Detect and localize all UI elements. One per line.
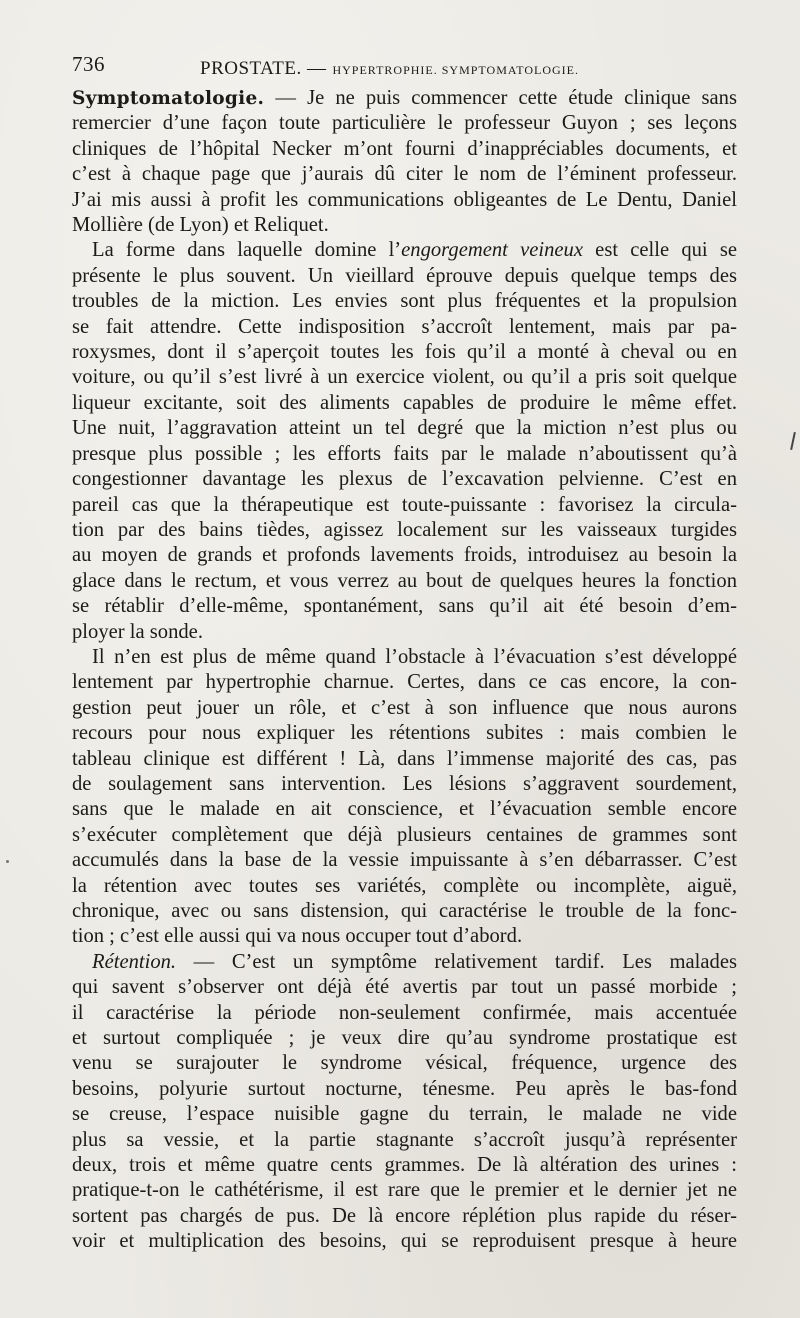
body-text [72,86,737,1255]
running-title [200,58,579,80]
running-head [72,52,742,82]
text-run: est celle qui se [582,239,737,262]
text-line [72,594,737,619]
text-line [72,823,737,848]
text-run: se rétablir d’elle-même, spontanément, sans qu’il ait été besoin d’em- [72,595,737,618]
running-title-dash: — [306,58,327,79]
text-line [72,797,737,822]
text-run: de soulagement sans intervention. Les lésions s’aggravent sourdement, [72,772,737,795]
text-run: — C’est un symptôme relativement tardif. Les malades [176,950,737,973]
text-line [72,264,737,289]
text-run: La forme dans laquelle domine l’ [92,239,402,262]
italic-text: engorgement veineux [401,239,583,262]
text-run: se fait attendre. Cette indisposition s’accroît lentement, mais par pa- [72,315,737,338]
text-line [72,543,737,568]
text-run: chronique, avec ou sans distension, qui caractérise le trouble de la fonc- [72,900,737,922]
text-run: presque plus possible ; les efforts faits par le malade n’aboutissent qu’à [72,442,737,465]
text-run: plus sa vessie, et la partie stagnante s’accroît jusqu’à représenter [72,1128,737,1151]
text-line [72,747,737,772]
text-line [72,721,737,746]
text-run: recours pour nous expliquer les rétentions subites : mais combien le [72,722,737,745]
margin-mark [790,432,796,450]
paragraph [72,86,737,238]
paragraph [72,238,737,645]
text-run: liqueur excitante, soit des aliments capables de produire le même effet. [72,391,737,414]
text-line [72,1026,737,1051]
text-line [72,1051,737,1076]
text-line [72,1102,737,1127]
text-line [72,645,737,670]
text-run: cliniques de l’hôpital Necker m’ont fourni d’inappréciables documents, et [72,137,737,160]
text-line [72,1229,737,1254]
text-run: il caractérise la période non-seulement confirmée, mais accentuée [72,1001,737,1024]
text-line [72,391,737,416]
text-run: accumulés dans la base de la vessie impuissante à s’en débarrasser. C’est [72,849,737,872]
text-run: la rétention avec toutes ses variétés, complète ou incomplète, aiguë, [72,874,737,897]
text-line [72,696,737,721]
text-run: pareil cas que la thérapeutique est toute-puissante : favorisez la circula- [72,493,737,516]
text-line [72,493,737,518]
text-line [72,1077,737,1102]
text-line [72,289,737,314]
paragraph [72,950,737,1255]
text-line [72,848,737,873]
text-run: tion par des bains tièdes, agissez localement sur les vaisseaux turgides [72,518,737,541]
text-run: sans que le malade en ait conscience, et l’évacuation semble encore [72,798,737,821]
text-run: Il n’en est plus de même quand l’obstacle à l’évacuation s’est développé [92,645,737,668]
text-line [72,975,737,1000]
text-run: remercier d’une façon toute particulière le professeur Guyon ; ses leçons [72,112,737,135]
text-line [72,569,737,594]
text-line [72,950,737,975]
text-run: qui savent s’observer ont déjà été avertis par tout un passé morbide ; [72,976,737,999]
page-number: 736 [72,52,105,76]
text-run: au moyen de grands et profonds lavements froids, introduisez au besoin la [72,544,737,567]
text-run: et surtout compliquée ; je veux dire qu’au syndrome prostatique est [72,1027,737,1050]
text-run: besoins, polyurie surtout nocturne, ténesme. Peu après le bas-fond [72,1077,737,1100]
text-line [72,924,737,949]
text-run: c’est à chaque page que j’aurais dû citer le nom de l’éminent professeur. [72,163,737,186]
text-line [72,238,737,263]
text-run: présente le plus souvent. Un vieillard éprouve depuis quelque temps des [72,264,737,287]
paragraph [72,645,737,950]
text-run: s’exécuter complètement que déjà plusieurs centaines de grammes sont [72,823,737,846]
paper-speck [6,860,9,863]
text-run: voir et multiplication des besoins, qui se reproduisent presque à heure [72,1230,737,1253]
text-run: J’ai mis aussi à profit les communications obligeantes de Le Dentu, Daniel [72,188,737,211]
text-line [72,620,737,645]
text-line [72,772,737,797]
text-line [72,1001,737,1026]
text-line [72,188,737,213]
text-line [72,670,737,695]
running-title-sub: HYPERTROPHIE. SYMPTOMATOLOGIE. [332,63,579,77]
text-run: deux, trois et même quatre cents grammes. De là altération des urines : [72,1154,737,1177]
text-run: voiture, ou qu’il s’est livré à un exercice violent, ou qu’il a pris soit quelque [72,366,737,389]
text-run: Mollière (de Lyon) et Reliquet. [72,214,329,237]
text-run: se creuse, l’espace nuisible gagne du terrain, le malade ne vide [72,1103,737,1126]
text-run: venu se surajouter le syndrome vésical, fréquence, urgence des [72,1052,737,1075]
text-run: lentement par hypertrophie charnue. Certes, dans ce cas encore, la con- [72,671,737,694]
italic-text: Rétention. [92,950,177,973]
text-run: tableau clinique est différent ! Là, dans l’immense majorité des cas, pas [72,747,737,770]
text-line [72,1153,737,1178]
text-line [72,1178,737,1203]
text-run: roxysmes, dont il s’aperçoit toutes les fois qu’il a monté à cheval ou en [72,341,737,364]
text-run: pratique-t-on le cathétérisme, il est rare que le premier et le dernier jet ne [72,1179,737,1202]
text-line [72,365,737,390]
text-line [72,442,737,467]
text-line [72,340,737,365]
text-run: Une nuit, l’aggravation atteint un tel degré que la miction n’est plus ou [72,417,737,440]
text-line [72,162,737,187]
text-line [72,518,737,543]
running-title-main: PROSTATE. [200,58,302,79]
text-line [72,137,737,162]
text-line [72,1128,737,1153]
text-line [72,467,737,492]
text-run: gestion peut jouer un rôle, et c’est à son influence que nous aurons [72,696,737,719]
text-run: troubles de la miction. Les envies sont plus fréquentes et la propulsion [72,290,737,313]
text-run: sortent pas chargés de pus. De là encore réplétion plus rapide du réser- [72,1204,737,1227]
text-line [72,874,737,899]
text-line [72,86,737,111]
text-run: glace dans le rectum, et vous verrez au bout de quelques heures la fonction [72,569,737,592]
text-line [72,899,737,924]
text-run: tion ; c’est elle aussi qui va nous occuper tout d’abord. [72,925,523,948]
text-line [72,1204,737,1229]
section-heading: Symptomatologie. [72,88,265,109]
text-line [72,315,737,340]
text-run: ployer la sonde. [72,620,203,643]
text-run: congestionner davantage les plexus de l’excavation pelvienne. C’est en [72,468,737,491]
text-run: — Je ne puis commencer cette étude clinique sans [264,87,737,109]
text-line [72,213,737,238]
text-line [72,416,737,441]
text-line [72,111,737,136]
